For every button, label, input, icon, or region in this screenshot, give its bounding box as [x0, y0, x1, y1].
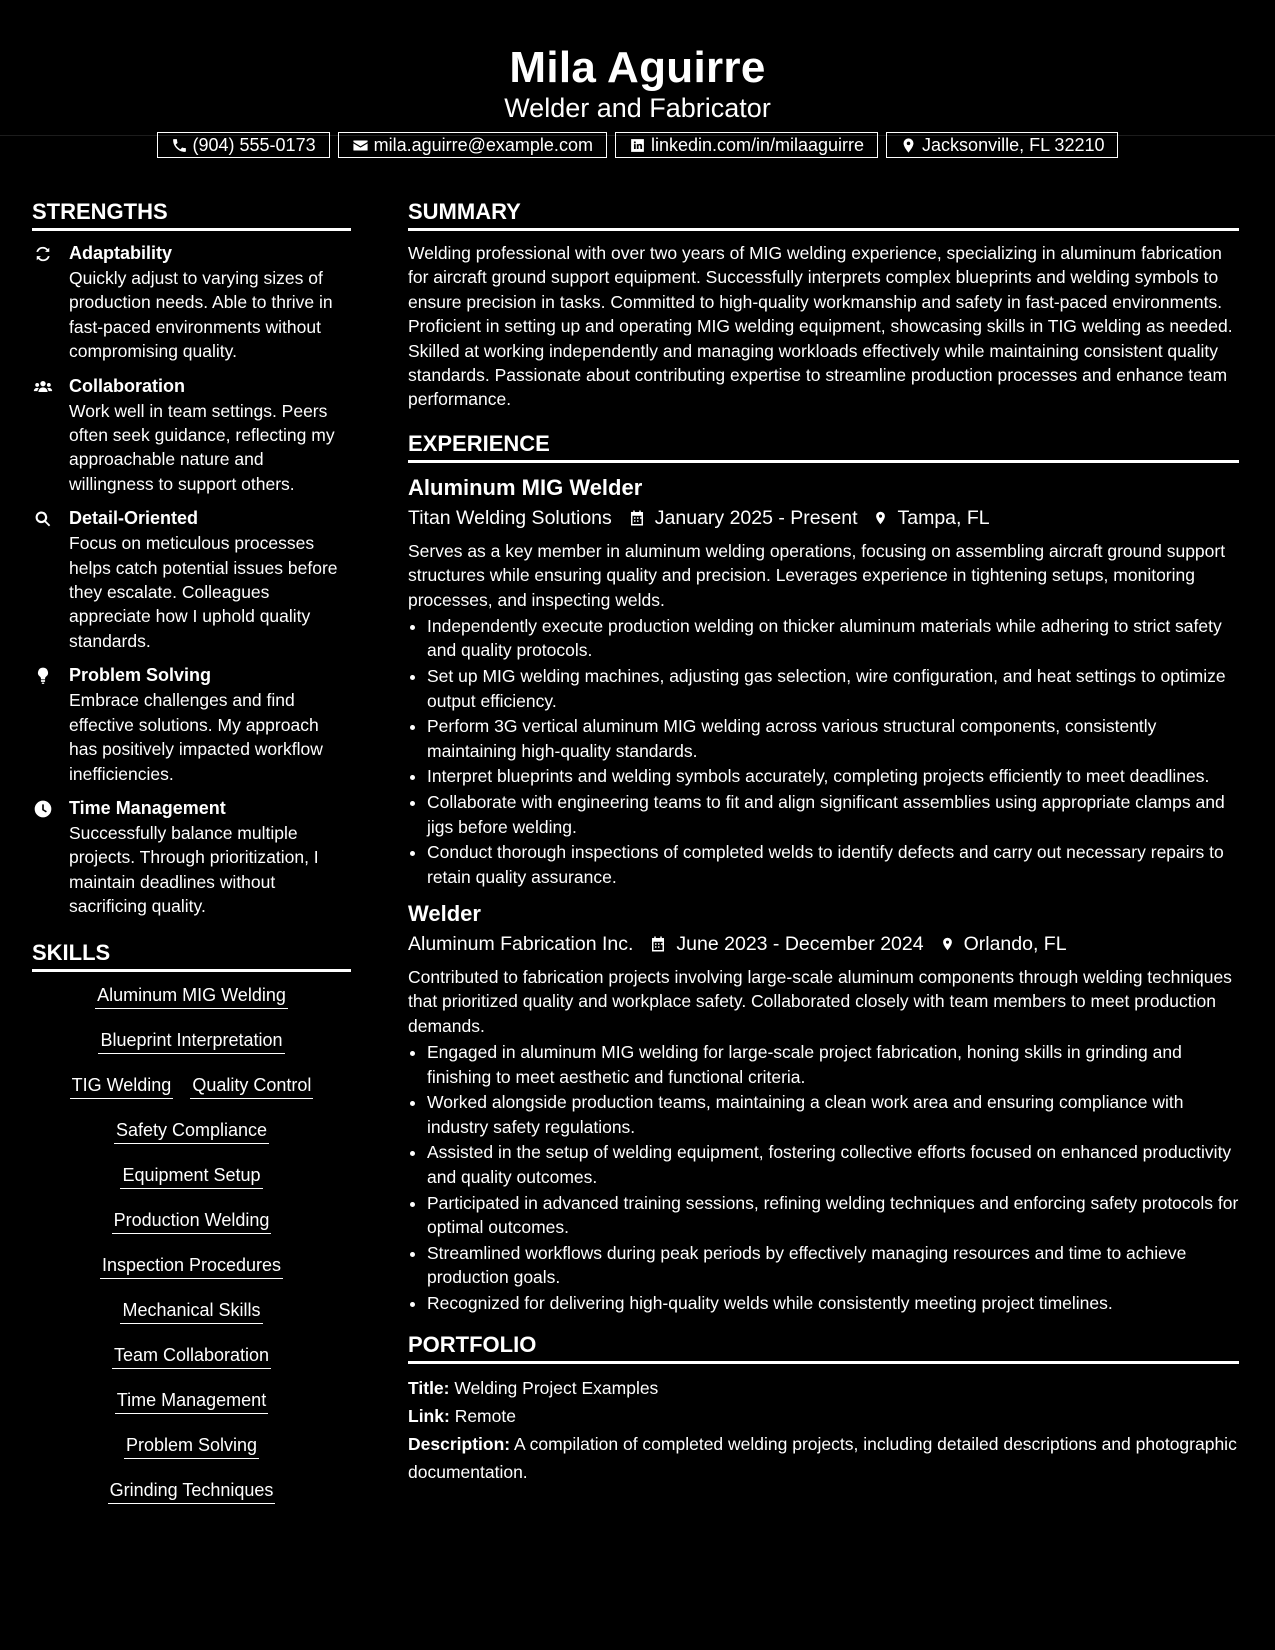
- portfolio-title-line: [408, 1374, 1239, 1402]
- search-icon: [32, 509, 54, 529]
- skill-tag: Problem Solving: [124, 1432, 259, 1459]
- users-icon: [32, 377, 54, 397]
- job-entry: [408, 899, 1239, 1315]
- envelope-icon: [352, 137, 369, 154]
- job-summary: Contributed to fabrication projects involving large-scale aluminum components through welding techniques that prioritized quality and workplace safety. Collaborated closely with team members to meet production demands.: [408, 967, 1232, 1036]
- portfolio-description: A compilation of completed welding projects, including detailed descriptions and photographic documentation.: [408, 1434, 1237, 1483]
- contact-bar: [0, 132, 1275, 158]
- portfolio-description-label: Description:: [408, 1434, 511, 1455]
- job-bullet: • Interpret blueprints and welding symbols accurately, completing projects efficiently to meet deadlines.: [427, 764, 1239, 788]
- skill-tag: Production Welding: [112, 1207, 272, 1234]
- map-pin-icon: [873, 508, 888, 528]
- job-bullet: • Assisted in the setup of welding equipment, fostering collective efforts focused on enhanced productivity and quality outcomes.: [427, 1140, 1239, 1189]
- location-text: Jacksonville, FL 32210: [922, 135, 1105, 155]
- skill-tag: Blueprint Interpretation: [98, 1027, 284, 1054]
- clock-icon: [32, 799, 54, 819]
- skill-tag: Time Management: [115, 1387, 268, 1414]
- strength-desc: Work well in team settings. Peers often seek guidance, reflecting my approachable nature and willingness to support others.: [69, 400, 335, 494]
- linkedin-icon: [629, 137, 646, 154]
- job-bullet: • Engaged in aluminum MIG welding for large-scale project fabrication, honing skills in grinding and finishing to meet aesthetic and functional criteria.: [427, 1040, 1239, 1089]
- strength-item: [32, 374, 351, 497]
- strength-name: Problem Solving: [69, 665, 212, 686]
- skills-list: [32, 982, 351, 1506]
- skill-tag: Equipment Setup: [120, 1162, 262, 1189]
- resume-header: [0, 0, 1275, 155]
- job-bullet: • Streamlined workflows during peak periods by effectively managing resources and time to achieve production goals.: [427, 1241, 1239, 1290]
- job-bullet: • Perform 3G vertical aluminum MIG welding across various structural components, consistently maintaining high-quality standards.: [427, 714, 1239, 763]
- contact-location[interactable]: [886, 132, 1118, 158]
- strength-item: [32, 663, 351, 786]
- job-dates: June 2023 - December 2024: [676, 933, 924, 956]
- skill-tag: Quality Control: [190, 1072, 313, 1099]
- email-text: mila.aguirre@example.com: [373, 135, 593, 155]
- strength-name: Adaptability: [69, 243, 173, 263]
- candidate-title: Welder and Fabricator: [504, 93, 771, 123]
- phone-icon: [171, 137, 188, 154]
- job-bullet: • Collaborate with engineering teams to fit and align significant assemblies using appropriate clamps and jigs before welding.: [427, 790, 1239, 839]
- calendar-icon: [649, 934, 667, 954]
- portfolio-link-label: Link:: [408, 1406, 450, 1427]
- summary-heading: SUMMARY: [408, 196, 1239, 231]
- job-bullet: • Recognized for delivering high-quality welds while consistently meeting project timelines.: [427, 1291, 1239, 1315]
- summary-text: Welding professional with over two years of MIG welding experience, specializing in aluminum fabrication for aircraft ground support equipment. Successfully interprets complex blueprints and welding symbols to ensure precision in tasks. Committed to high-quality workmanship and safety in fast-paced environments. Proficient in setting up and operating MIG welding equipment, showcasing skills in TIG welding as needed. Skilled at working independently and managing workloads effectively while maintaining consistent quality standards. Passionate about contributing expertise to streamline production processes and enhance team performance.: [408, 243, 1233, 410]
- candidate-name: Mila Aguirre: [509, 43, 766, 92]
- job-dates: January 2025 - Present: [654, 506, 858, 529]
- left-column: [32, 196, 351, 1522]
- strength-item: [32, 796, 351, 919]
- contact-email[interactable]: [338, 132, 607, 158]
- job-meta: [408, 929, 1239, 959]
- job-bullets: [408, 1040, 1239, 1315]
- skills-heading: SKILLS: [32, 937, 351, 972]
- job-bullet: • Independently execute production welding on thicker aluminum materials while adhering to strict safety and quality protocols.: [427, 614, 1239, 663]
- skill-tag: Inspection Procedures: [100, 1252, 283, 1279]
- phone-text: (904) 555-0173: [192, 135, 316, 155]
- skill-tag: Safety Compliance: [114, 1117, 269, 1144]
- job-location: Orlando, FL: [963, 933, 1067, 956]
- strength-name: Time Management: [69, 797, 226, 818]
- portfolio-title-label: Title:: [408, 1378, 450, 1399]
- map-pin-icon: [900, 137, 917, 154]
- job-bullet: • Participated in advanced training sessions, refining welding techniques and enforcing safety protocols for optimal outcomes.: [427, 1191, 1239, 1240]
- job-summary: Serves as a key member in aluminum welding operations, focusing on assembling aircraft ground support structures while ensuring quality and precision. Leverages experience in tightening setups, monitoring processes, and inspecting welds.: [408, 540, 1226, 610]
- refresh-icon: [32, 244, 54, 264]
- skill-tag: Mechanical Skills: [120, 1297, 262, 1324]
- job-bullet: • Conduct thorough inspections of completed welds to identify defects and carry out necessary repairs to retain quality assurance.: [427, 840, 1239, 889]
- strength-desc: Successfully balance multiple projects. Through prioritization, I maintain deadlines without sacrificing quality.: [69, 822, 319, 917]
- strengths-heading: STRENGTHS: [32, 196, 351, 231]
- strength-desc: Embrace challenges and find effective solutions. My approach has positively impacted workflow inefficiencies.: [69, 690, 323, 784]
- job-entry: [408, 473, 1239, 889]
- strength-name: Detail-Oriented: [69, 508, 199, 529]
- job-company: Titan Welding Solutions: [408, 506, 612, 529]
- calendar-icon: [628, 508, 646, 528]
- portfolio-title: Welding Project Examples: [454, 1378, 659, 1399]
- portfolio-link[interactable]: Remote: [454, 1406, 516, 1427]
- strength-item: [32, 506, 351, 653]
- right-column: [408, 196, 1239, 1486]
- job-location: Tampa, FL: [897, 506, 990, 529]
- map-pin-icon: [940, 934, 955, 954]
- job-title: Aluminum MIG Welder: [408, 474, 643, 500]
- job-company: Aluminum Fabrication Inc.: [408, 933, 634, 956]
- strength-desc: Focus on meticulous processes helps catch potential issues before they escalate. Colleagues appreciate how I uphold quality standards.: [69, 533, 338, 651]
- portfolio-link-line: [408, 1402, 1239, 1430]
- lightbulb-icon: [32, 666, 54, 686]
- job-meta: [408, 503, 1239, 533]
- strength-desc: Quickly adjust to varying sizes of production needs. Able to thrive in fast-paced environments without compromising quality.: [69, 268, 333, 362]
- skill-tag: Aluminum MIG Welding: [95, 982, 288, 1009]
- skill-tag: Grinding Techniques: [108, 1477, 276, 1504]
- experience-heading: EXPERIENCE: [408, 428, 1239, 463]
- contact-phone[interactable]: [157, 132, 330, 158]
- job-title: Welder: [408, 901, 481, 927]
- portfolio-description-line: [408, 1430, 1239, 1486]
- job-bullet: • Set up MIG welding machines, adjusting gas selection, wire configuration, and heat settings to optimize output efficiency.: [427, 664, 1239, 713]
- linkedin-text: linkedin.com/in/milaaguirre: [650, 135, 865, 155]
- strength-name: Collaboration: [69, 375, 185, 396]
- job-bullets: [408, 614, 1239, 889]
- contact-linkedin[interactable]: [615, 132, 878, 158]
- portfolio-heading: PORTFOLIO: [408, 1329, 1239, 1364]
- skill-tag: Team Collaboration: [112, 1342, 271, 1369]
- job-bullet: • Worked alongside production teams, maintaining a clean work area and ensuring compliance with industry safety regulations.: [427, 1090, 1239, 1139]
- skill-tag: TIG Welding: [70, 1072, 174, 1099]
- strength-item: [32, 241, 351, 364]
